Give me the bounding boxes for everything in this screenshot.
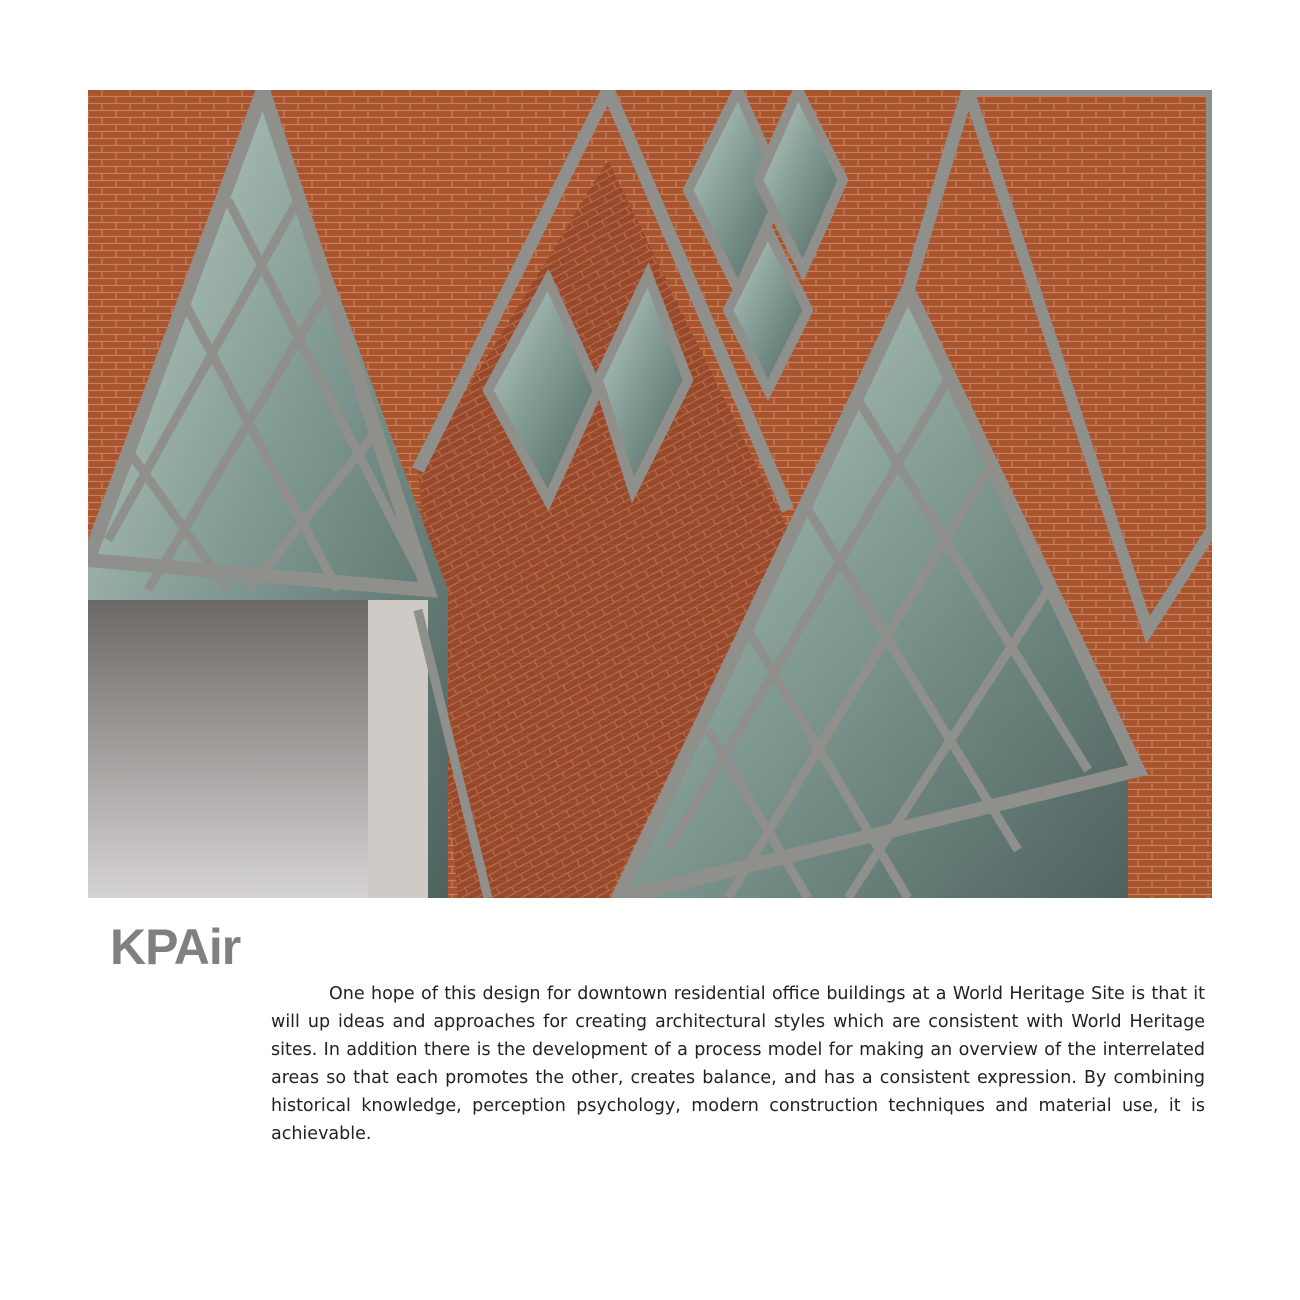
architectural-model-photo [88, 90, 1212, 898]
project-title: KPAir [110, 919, 241, 975]
project-description: One hope of this design for downtown residential office buildings at a World Heritage Site is that it will up ideas and approaches for creating architectural styles which are consistent with World Heritage sites. In addition there is the development of a process model for making an overview of the interrelated areas so that each promotes the other, creates balance, and has a consistent expression. By combining historical knowledge, perception psychology, modern construction techniques and material use, it is achievable. [271, 984, 1205, 1144]
